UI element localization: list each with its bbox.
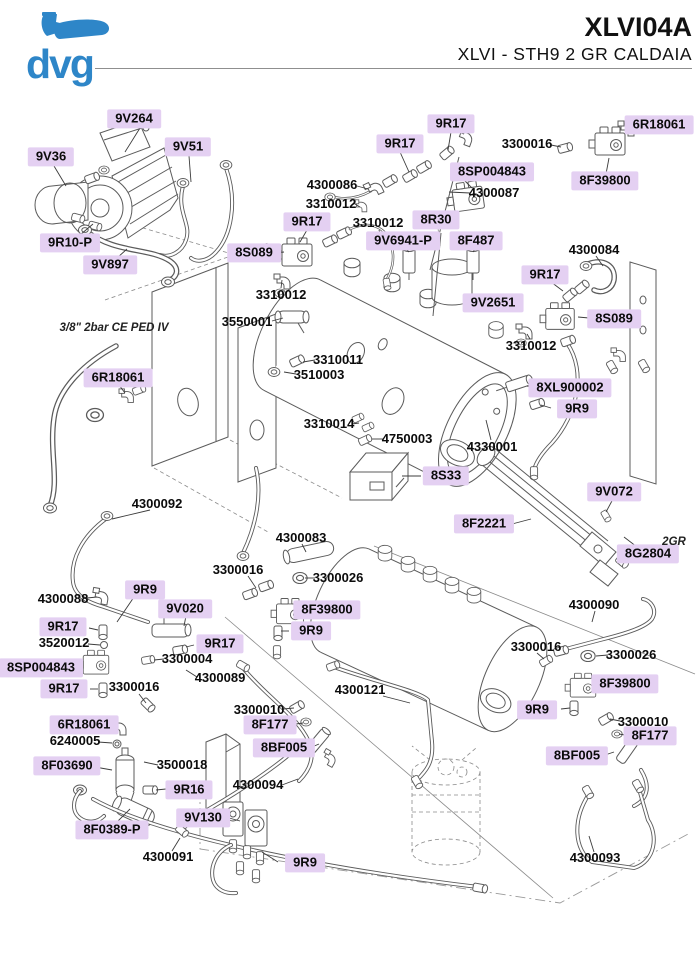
part-label-8s089: 8S089: [587, 309, 641, 328]
part-label-9v2651: 9V2651: [463, 293, 524, 312]
part-label-4300084: 4300084: [568, 241, 620, 257]
part-label-3310012: 3310012: [352, 214, 404, 230]
part-label-9r10p: 9R10-P: [40, 233, 100, 252]
part-label-9r9: 9R9: [557, 399, 597, 418]
part-label-9r17: 9R17: [521, 265, 568, 284]
part-label-9v072: 9V072: [587, 482, 641, 501]
part-label-9v36: 9V36: [28, 147, 74, 166]
part-label-3300004: 3300004: [161, 650, 213, 666]
part-label-6r18061: 6R18061: [84, 368, 153, 387]
part-label-3300016: 3300016: [510, 638, 562, 654]
part-label-8xl900002: 8XL900002: [528, 378, 611, 397]
part-label-3300026: 3300026: [605, 646, 657, 662]
part-label-3500018: 3500018: [156, 756, 208, 772]
part-label-9v897: 9V897: [83, 255, 137, 274]
part-label-8f0389p: 8F0389-P: [75, 820, 148, 839]
part-label-6r18061: 6R18061: [50, 715, 119, 734]
part-label-2gr: 2GR: [662, 535, 686, 548]
part-label-8bf005: 8BF005: [546, 746, 608, 765]
part-label-8f177: 8F177: [244, 715, 297, 734]
part-label-8sp004843: 8SP004843: [0, 658, 83, 677]
part-label-8f487: 8F487: [450, 231, 503, 250]
part-label-9r17: 9R17: [283, 212, 330, 231]
part-label-3310011: 3310011: [313, 351, 363, 367]
part-label-9r17: 9R17: [427, 114, 474, 133]
part-label-4300089: 4300089: [194, 669, 246, 685]
part-label-4300121: 4300121: [334, 681, 386, 697]
part-label-8s089: 8S089: [227, 243, 281, 262]
doc-code: XLVI04A: [584, 12, 692, 42]
part-label-4300093: 4300093: [569, 849, 621, 865]
part-label-4300083: 4300083: [275, 529, 327, 545]
part-label-3300026: 3300026: [312, 569, 364, 585]
part-label-8f39800: 8F39800: [591, 674, 658, 693]
part-label-3300016: 3300016: [212, 561, 264, 577]
part-label-4300088: 4300088: [37, 590, 89, 606]
part-label-3550001: 3550001: [221, 313, 273, 329]
part-label-3310012: 3310012: [255, 286, 307, 302]
part-label-3300010: 3300010: [617, 713, 669, 729]
part-label-9r9: 9R9: [291, 621, 331, 640]
part-label-8s33: 8S33: [423, 466, 469, 485]
part-label-9r9: 9R9: [517, 700, 557, 719]
part-label-4330001: 4330001: [466, 438, 518, 454]
part-label-8f39800: 8F39800: [293, 600, 360, 619]
part-label-9r9: 9R9: [125, 580, 165, 599]
part-label-8g2804: 8G2804: [617, 544, 679, 563]
part-label-9v6941p: 9V6941-P: [366, 231, 440, 250]
part-label-3520012: 3520012: [38, 634, 90, 650]
part-label-4750003: 4750003: [381, 430, 433, 446]
doc-title: XLVI - STH9 2 GR CALDAIA: [457, 44, 692, 64]
part-label-8sp004843: 8SP004843: [450, 162, 534, 181]
part-label-3300010: 3300010: [233, 701, 285, 717]
part-label-3310012: 3310012: [505, 337, 557, 353]
logo-text: dvg: [26, 41, 93, 87]
part-label-4300086: 4300086: [306, 176, 358, 192]
part-label-9v130: 9V130: [176, 808, 230, 827]
part-label-9r17: 9R17: [40, 679, 87, 698]
part-label-8r30: 8R30: [412, 210, 459, 229]
part-label-8f177: 8F177: [624, 726, 677, 745]
part-label-9r17: 9R17: [376, 134, 423, 153]
part-label-9r9: 9R9: [285, 853, 325, 872]
part-label-3300016: 3300016: [501, 135, 553, 151]
part-label-9r17: 9R17: [39, 617, 86, 636]
part-label-8bf005: 8BF005: [253, 738, 315, 757]
part-label-8f39800: 8F39800: [571, 171, 638, 190]
part-label-6240005: 6240005: [49, 732, 101, 748]
part-label-3310012: 3310012: [305, 195, 357, 211]
part-label-8f2221: 8F2221: [454, 514, 514, 533]
part-label-4300087: 4300087: [468, 184, 520, 200]
part-label-4300091: 4300091: [142, 848, 194, 864]
part-label-4300094: 4300094: [232, 776, 284, 792]
part-label-8f03690: 8F03690: [33, 756, 100, 775]
part-label-9v020: 9V020: [158, 599, 212, 618]
part-label-9r16: 9R16: [165, 780, 212, 799]
part-label-3310014: 3310014: [303, 415, 355, 431]
part-label-9v264: 9V264: [107, 109, 161, 128]
part-label-382barcepediv: 3/8" 2bar CE PED IV: [59, 321, 169, 334]
part-label-9r17: 9R17: [196, 634, 243, 653]
part-label-3300016: 3300016: [108, 678, 160, 694]
part-label-9v51: 9V51: [165, 137, 211, 156]
part-label-4300090: 4300090: [568, 596, 620, 612]
part-label-6r18061: 6R18061: [625, 115, 694, 134]
part-label-3510003: 3510003: [293, 366, 345, 382]
part-label-4300092: 4300092: [131, 495, 183, 511]
